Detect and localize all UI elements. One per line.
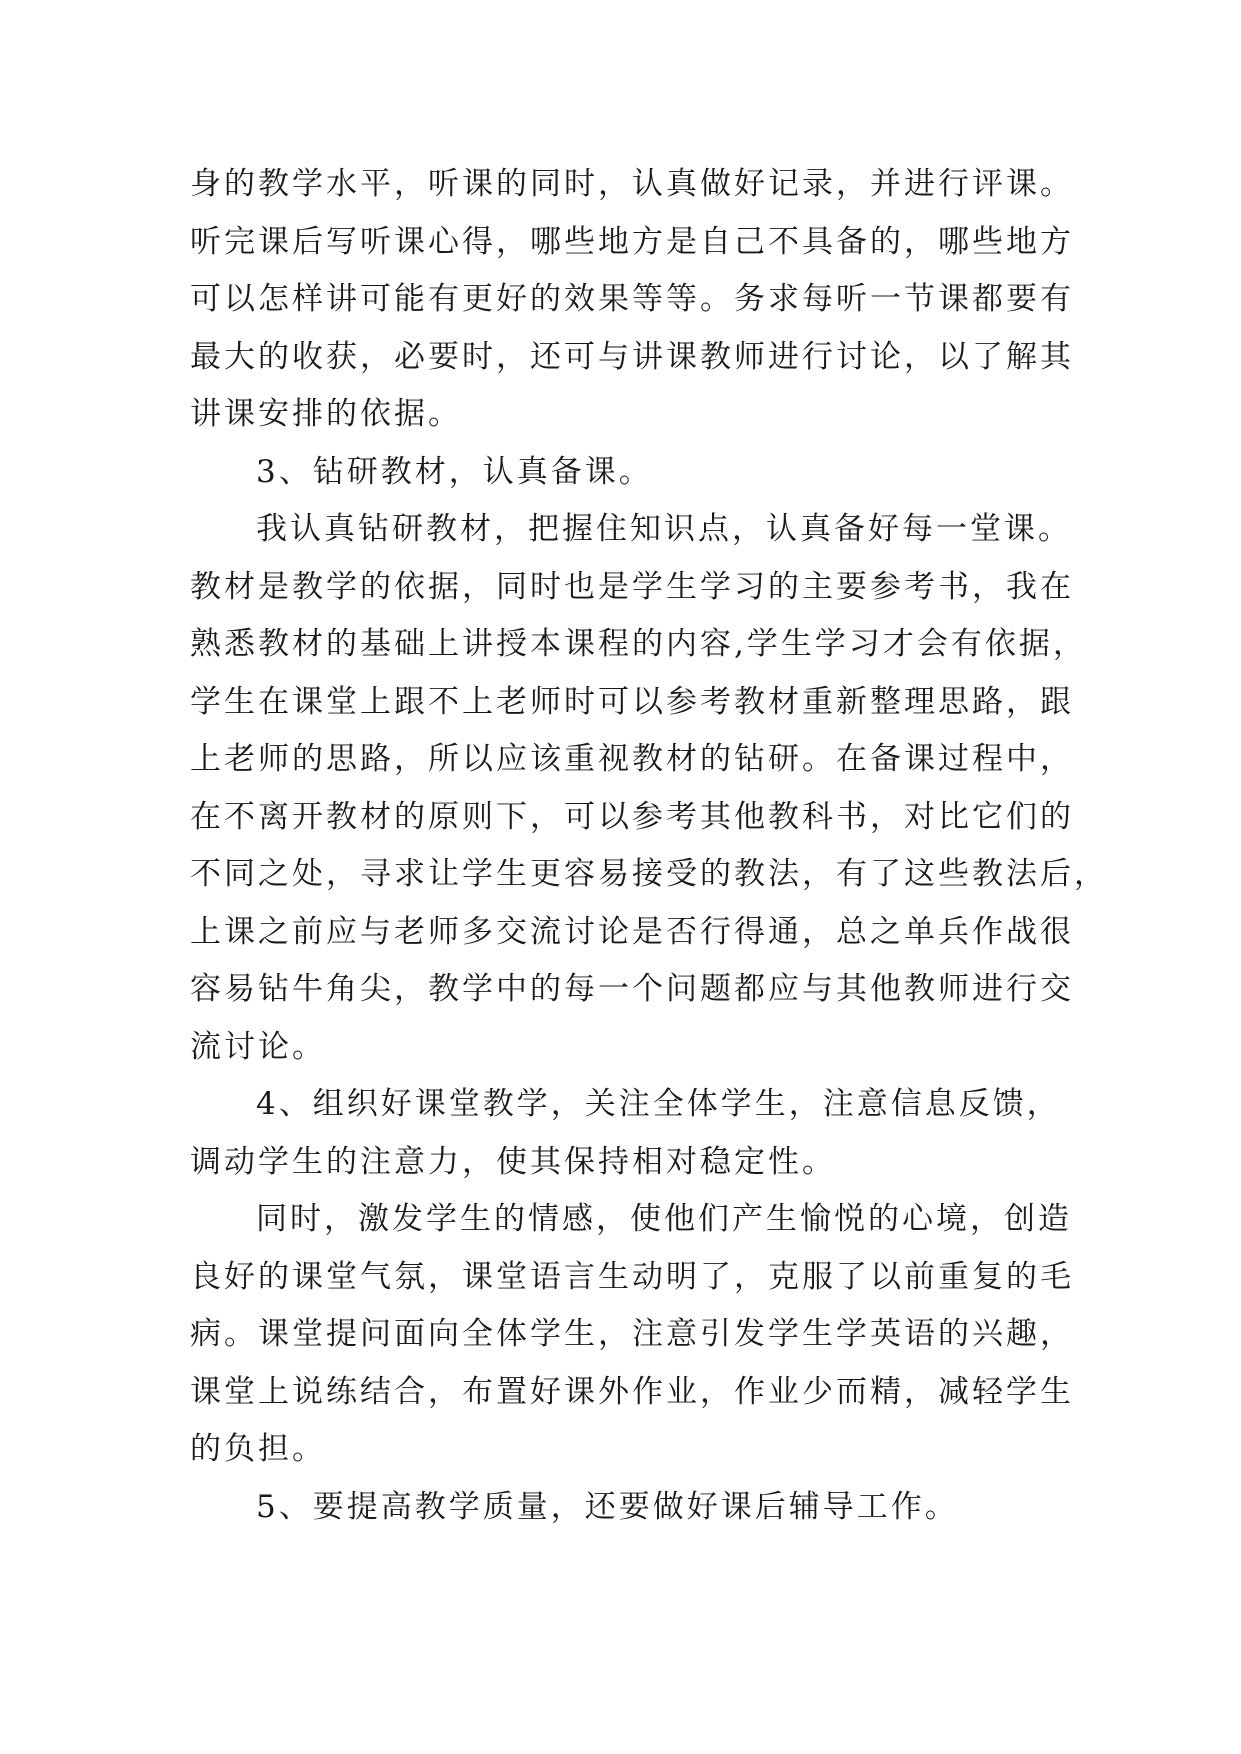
text-line: 课堂上说练结合，布置好课外作业，作业少而精，减轻学生 bbox=[190, 1373, 1074, 1410]
section-heading-5: 5、要提高教学质量，还要做好课后辅导工作。 bbox=[256, 1488, 959, 1525]
text-line: 上课之前应与老师多交流讨论是否行得通，总之单兵作战很 bbox=[190, 913, 1074, 950]
text-line: 流讨论。 bbox=[190, 1028, 326, 1065]
section-heading-4: 4、组织好课堂教学，关注全体学生，注意信息反馈， bbox=[256, 1086, 1061, 1122]
text-line: 良好的课堂气氛，课堂语言生动明了，克服了以前重复的毛 bbox=[190, 1258, 1074, 1295]
text-line: 不同之处，寻求让学生更容易接受的教法，有了这些教法后， bbox=[190, 856, 1108, 892]
text-line: 调动学生的注意力，使其保持相对稳定性。 bbox=[190, 1143, 836, 1180]
text-line: 学生在课堂上跟不上老师时可以参考教材重新整理思路，跟 bbox=[190, 683, 1074, 720]
text-line: 在不离开教材的原则下，可以参考其他教科书，对比它们的 bbox=[190, 798, 1074, 835]
text-line: 上老师的思路，所以应该重视教材的钻研。在备课过程中， bbox=[190, 741, 1074, 777]
text-line: 听完课后写听课心得，哪些地方是自己不具备的，哪些地方 bbox=[190, 223, 1074, 260]
text-line: 同时，激发学生的情感，使他们产生愉悦的心境，创造 bbox=[256, 1201, 1072, 1237]
text-line: 熟悉教材的基础上讲授本课程的内容,学生学习才会有依据， bbox=[190, 626, 1087, 662]
section-heading-3: 3、钻研教材，认真备课。 bbox=[256, 453, 653, 490]
text-line: 病。课堂提问面向全体学生，注意引发学生学英语的兴趣， bbox=[190, 1316, 1074, 1352]
text-line: 最大的收获，必要时，还可与讲课教师进行讨论，以了解其 bbox=[190, 338, 1074, 375]
text-line: 容易钻牛角尖，教学中的每一个问题都应与其他教师进行交 bbox=[190, 971, 1074, 1007]
text-line: 教材是教学的依据，同时也是学生学习的主要参考书，我在 bbox=[190, 568, 1074, 605]
text-line: 可以怎样讲可能有更好的效果等等。务求每听一节课都要有 bbox=[190, 281, 1074, 317]
text-line: 我认真钻研教材，把握住知识点，认真备好每一堂课。 bbox=[256, 511, 1072, 547]
text-line: 的负担。 bbox=[190, 1431, 326, 1467]
text-line: 身的教学水平，听课的同时，认真做好记录，并进行评课。 bbox=[190, 166, 1074, 202]
body-text bbox=[190, 162, 1108, 1542]
text-line: 讲课安排的依据。 bbox=[190, 396, 462, 432]
